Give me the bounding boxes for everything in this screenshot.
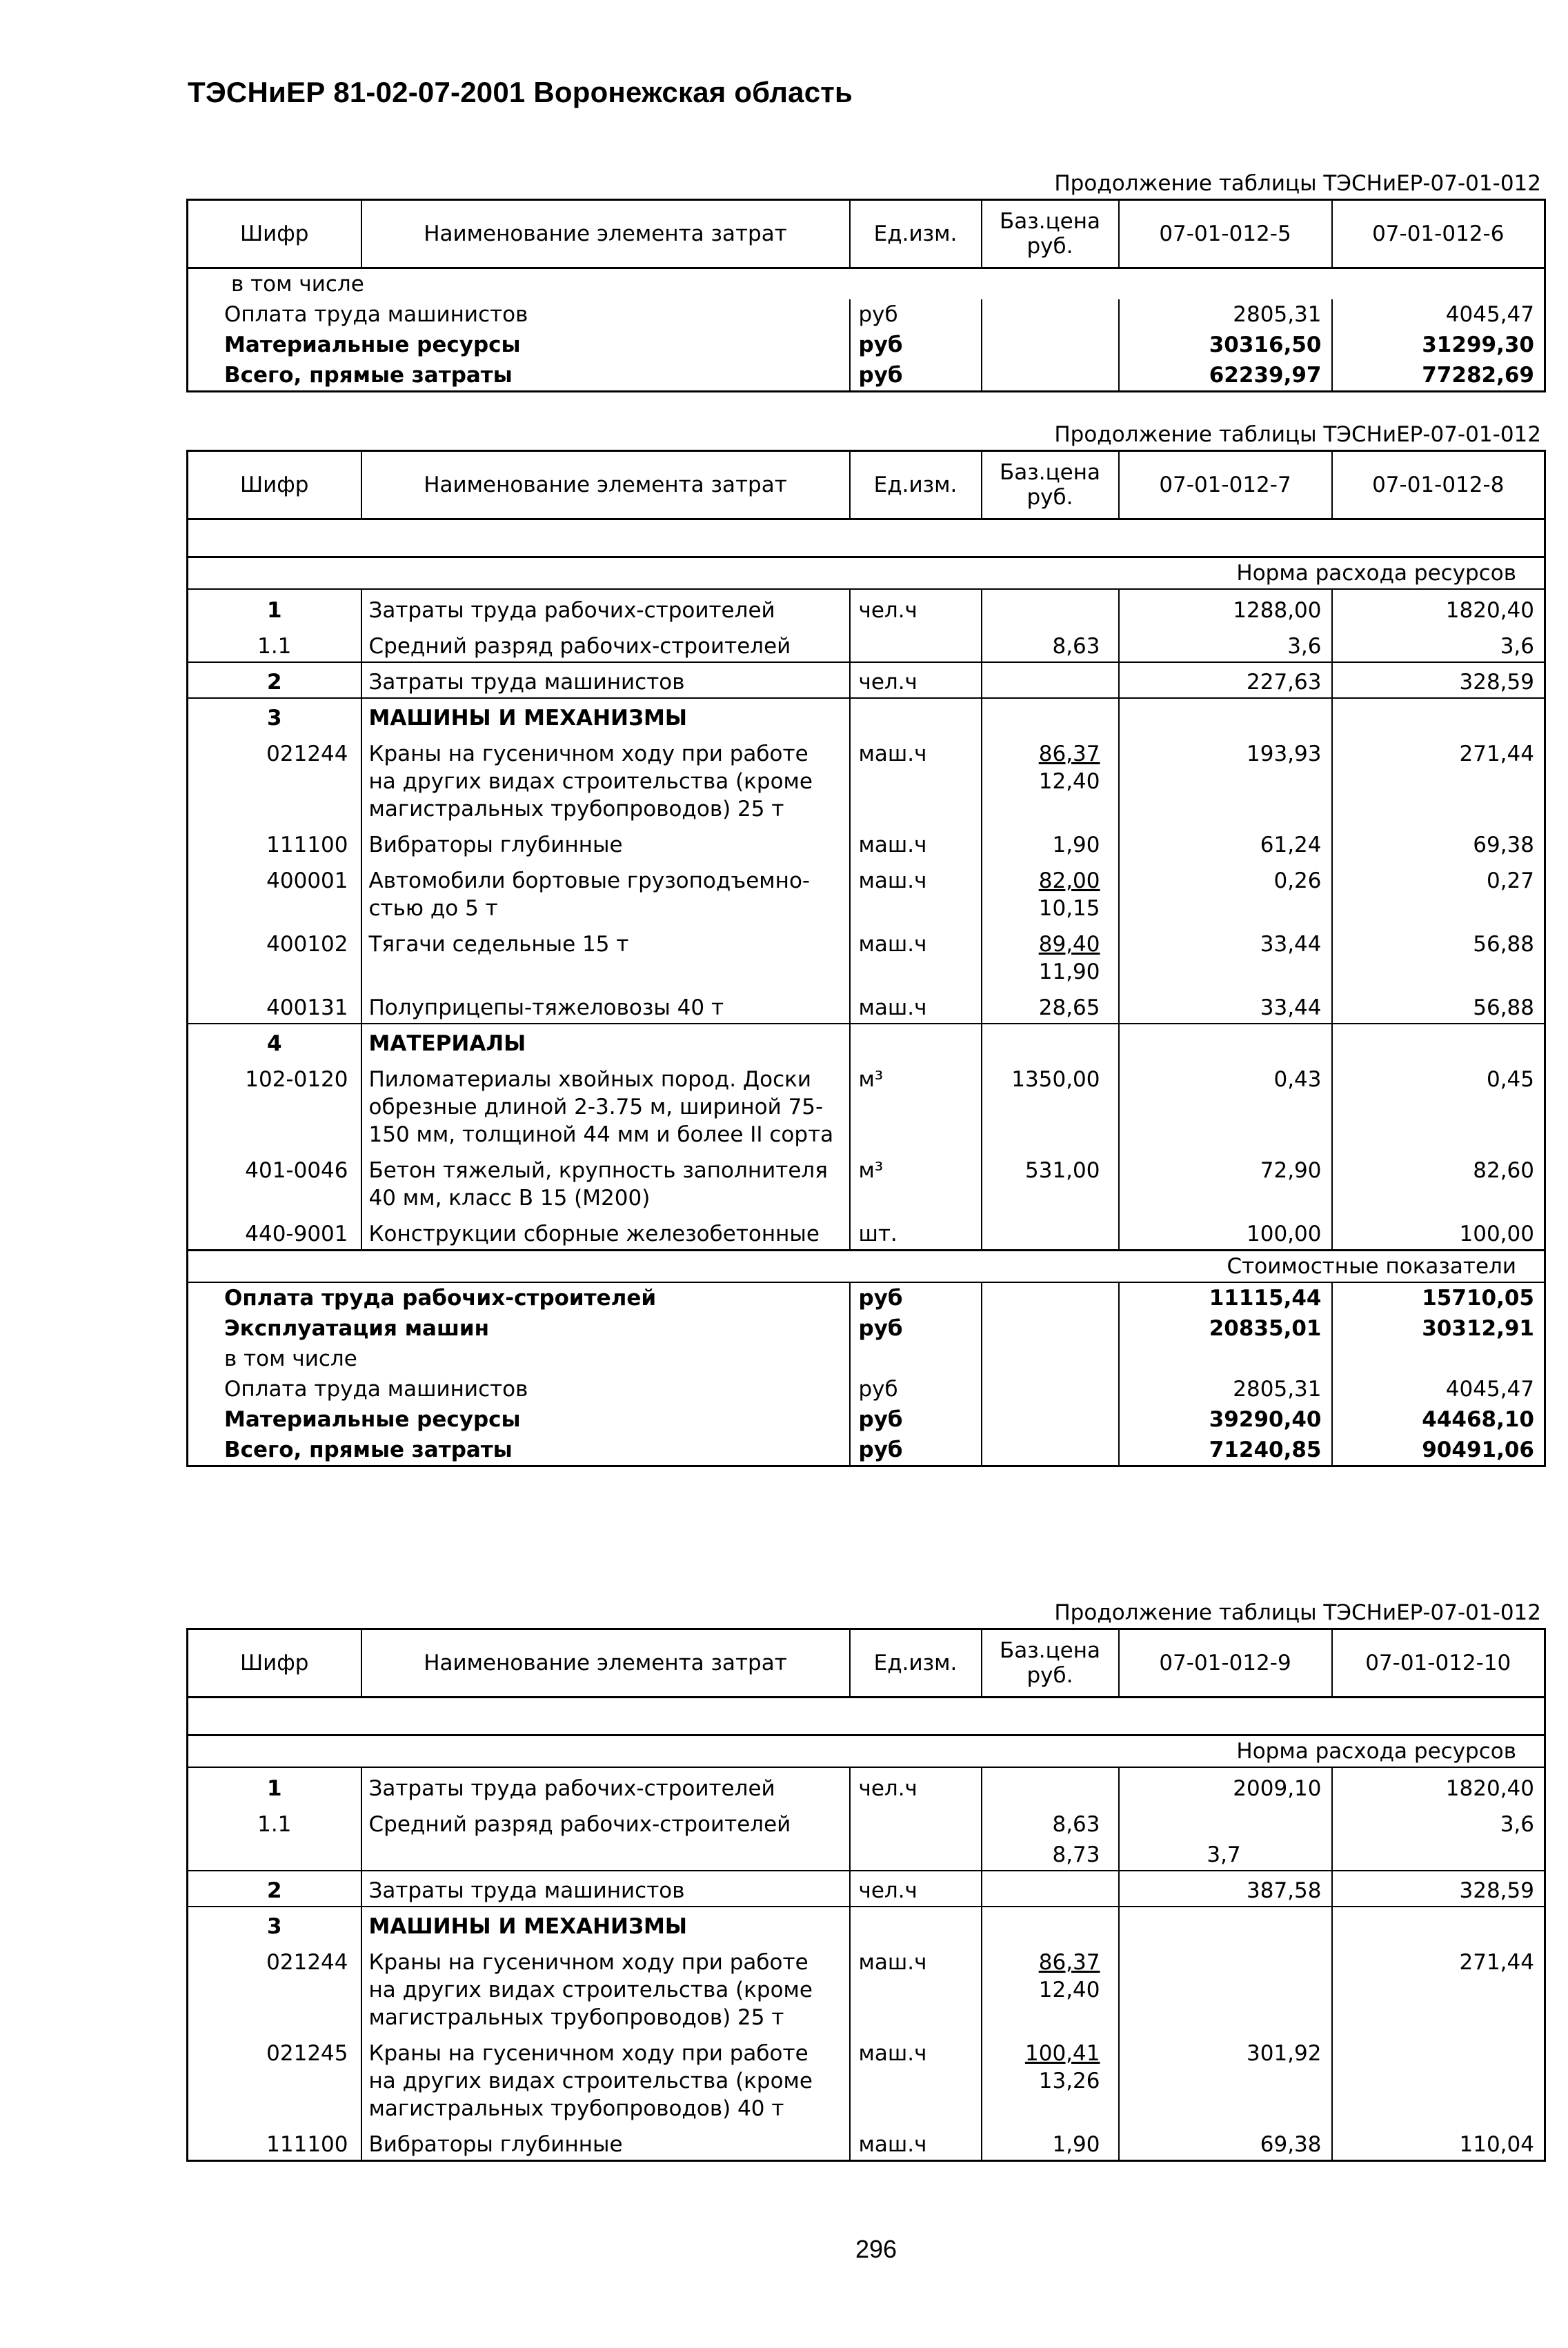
row-unit xyxy=(850,1840,982,1871)
header-name: Наименование элемента затрат xyxy=(361,200,850,268)
row-value-b: 100,00 xyxy=(1332,1213,1545,1251)
row-code: 401-0046 xyxy=(188,1150,361,1213)
row-unit: руб xyxy=(850,1435,982,1466)
row-price xyxy=(982,299,1119,330)
row-name: Средний разряд рабочих-строителей xyxy=(361,1804,850,1840)
header-name: Наименование элемента затрат xyxy=(361,1629,850,1698)
table-row xyxy=(188,1404,1545,1435)
table-row xyxy=(188,1282,1545,1313)
row-price: 1,90 xyxy=(982,824,1119,860)
cost-section-label: Стоимостные показатели xyxy=(188,1251,1545,1283)
table-row xyxy=(188,1213,1545,1251)
row-value-a: 33,44 xyxy=(1119,987,1332,1024)
table-row xyxy=(188,1374,1545,1404)
row-price: 28,65 xyxy=(982,987,1119,1024)
row-price xyxy=(982,1767,1119,1804)
row-code: 3 xyxy=(188,698,361,733)
header-col-b: 07-01-012-6 xyxy=(1332,200,1545,268)
row-price: 86,37 12,40 xyxy=(982,1942,1119,2033)
row-code: 1 xyxy=(188,1767,361,1804)
row-unit: чел.ч xyxy=(850,662,982,698)
row-unit: руб xyxy=(850,1374,982,1404)
table-row xyxy=(188,1767,1545,1804)
table-row xyxy=(188,1907,1545,1942)
row-name: Оплата труда машинистов xyxy=(188,1374,850,1404)
row-code: 021244 xyxy=(188,733,361,824)
row-value-a: 20835,01 xyxy=(1119,1313,1332,1344)
table-row xyxy=(188,1344,1545,1374)
row-unit: маш.ч xyxy=(850,2124,982,2161)
row-value-a: 39290,40 xyxy=(1119,1404,1332,1435)
row-name: Затраты труда рабочих-строителей xyxy=(361,1767,850,1804)
row-unit: руб xyxy=(850,1313,982,1344)
table-row xyxy=(188,2033,1545,2124)
row-unit: руб xyxy=(850,1282,982,1313)
row-code: 1.1 xyxy=(188,1804,361,1840)
row-value-a: 72,90 xyxy=(1119,1150,1332,1213)
table-row xyxy=(188,733,1545,824)
row-name: Всего, прямые затраты xyxy=(188,1435,850,1466)
table-row xyxy=(188,860,1545,924)
header-col-b: 07-01-012-10 xyxy=(1332,1629,1545,1698)
row-unit: чел.ч xyxy=(850,1871,982,1907)
row-value-b xyxy=(1332,1840,1545,1871)
row-price xyxy=(982,1213,1119,1251)
row-name: Затраты труда рабочих-строителей xyxy=(361,589,850,626)
row-value-a: 61,24 xyxy=(1119,824,1332,860)
table-row xyxy=(188,824,1545,860)
row-value-b: 77282,69 xyxy=(1332,360,1545,392)
row-price xyxy=(982,360,1119,392)
incl-label: в том числе xyxy=(188,1344,850,1374)
row-price xyxy=(982,330,1119,360)
row-value-b: 0,27 xyxy=(1332,860,1545,924)
row-code: 400001 xyxy=(188,860,361,924)
row-code: 400102 xyxy=(188,924,361,987)
row-name: Краны на гусеничном ходу при работе на других видах строительства (кроме магистральных трубопроводов) 25 т xyxy=(361,733,850,824)
row-value-a: 2009,10 xyxy=(1119,1767,1332,1804)
header-col-a: 07-01-012-5 xyxy=(1119,200,1332,268)
row-unit: чел.ч xyxy=(850,589,982,626)
incl-label: в том числе xyxy=(188,268,1545,300)
row-name: Краны на гусеничном ходу при работе на других видах строительства (кроме магистральных трубопроводов) 40 т xyxy=(361,2033,850,2124)
row-value-a: 69,38 xyxy=(1119,2124,1332,2161)
norm-section-label: Норма расхода ресурсов xyxy=(188,1735,1545,1768)
table-row xyxy=(188,1840,1545,1871)
row-value-b: 328,59 xyxy=(1332,1871,1545,1907)
row-value-b: 4045,47 xyxy=(1332,1374,1545,1404)
row-value-b: 0,45 xyxy=(1332,1059,1545,1150)
table-block-1 xyxy=(186,168,1544,392)
norm-section-label: Норма расхода ресурсов xyxy=(188,557,1545,590)
row-code: 111100 xyxy=(188,824,361,860)
row-name: Материальные ресурсы xyxy=(188,330,850,360)
row-value-b: 3,6 xyxy=(1332,626,1545,662)
row-name: Краны на гусеничном ходу при работе на других видах строительства (кроме магистральных трубопроводов) 25 т xyxy=(361,1942,850,2033)
row-value-a xyxy=(1119,1942,1332,2033)
row-name: Тягачи седельные 15 т xyxy=(361,924,850,987)
row-value-b: 1820,40 xyxy=(1332,589,1545,626)
row-value-b: 44468,10 xyxy=(1332,1404,1545,1435)
table-row xyxy=(188,1059,1545,1150)
table-row xyxy=(188,1804,1545,1840)
resource-table-3 xyxy=(186,1628,1546,2162)
row-value-a: 301,92 xyxy=(1119,2033,1332,2124)
row-code: 440-9001 xyxy=(188,1213,361,1251)
page-title: ТЭСНиЕР 81-02-07-2001 Воронежская область xyxy=(188,76,853,108)
row-name: МАШИНЫ И МЕХАНИЗМЫ xyxy=(361,698,850,733)
row-unit: чел.ч xyxy=(850,1767,982,1804)
row-value-b: 31299,30 xyxy=(1332,330,1545,360)
row-name: Вибраторы глубинные xyxy=(361,824,850,860)
header-name: Наименование элемента затрат xyxy=(361,451,850,519)
row-value-b: 56,88 xyxy=(1332,987,1545,1024)
row-price: 531,00 xyxy=(982,1150,1119,1213)
row-value-b: 4045,47 xyxy=(1332,299,1545,330)
header-col-a: 07-01-012-7 xyxy=(1119,451,1332,519)
row-value-b: 82,60 xyxy=(1332,1150,1545,1213)
table-row xyxy=(188,360,1545,392)
continuation-caption: Продолжение таблицы ТЭСНиЕР-07-01-012 xyxy=(1054,171,1541,196)
row-code: 2 xyxy=(188,1871,361,1907)
row-name: Затраты труда машинистов xyxy=(361,662,850,698)
row-name: Бетон тяжелый, крупность заполнителя 40 мм, класс В 15 (М200) xyxy=(361,1150,850,1213)
row-code: 021244 xyxy=(188,1942,361,2033)
row-unit: маш.ч xyxy=(850,924,982,987)
table-row xyxy=(188,268,1545,300)
row-name: МАТЕРИАЛЫ xyxy=(361,1024,850,1059)
row-unit: маш.ч xyxy=(850,2033,982,2124)
row-unit: руб xyxy=(850,299,982,330)
row-name: Оплата труда рабочих-строителей xyxy=(188,1282,850,1313)
continuation-caption: Продолжение таблицы ТЭСНиЕР-07-01-012 xyxy=(1054,422,1541,447)
row-price xyxy=(982,1282,1119,1313)
header-code: Шифр xyxy=(188,451,361,519)
row-unit: руб xyxy=(850,360,982,392)
row-value-a: 3,6 xyxy=(1119,626,1332,662)
row-code: 3 xyxy=(188,1907,361,1942)
row-code: 4 xyxy=(188,1024,361,1059)
table-row xyxy=(188,299,1545,330)
row-value-a: 33,44 xyxy=(1119,924,1332,987)
table-block-3 xyxy=(186,1598,1544,2162)
section-row xyxy=(188,1735,1545,1768)
row-unit: руб xyxy=(850,330,982,360)
row-code: 2 xyxy=(188,662,361,698)
header-unit: Ед.изм. xyxy=(850,1629,982,1698)
row-price xyxy=(982,1871,1119,1907)
row-price xyxy=(982,1313,1119,1344)
header-col-b: 07-01-012-8 xyxy=(1332,451,1545,519)
row-value-a: 62239,97 xyxy=(1119,360,1332,392)
row-unit: маш.ч xyxy=(850,860,982,924)
row-price: 8,63 xyxy=(982,626,1119,662)
header-unit: Ед.изм. xyxy=(850,451,982,519)
row-name: Вибраторы глубинные xyxy=(361,2124,850,2161)
continuation-caption: Продолжение таблицы ТЭСНиЕР-07-01-012 xyxy=(1054,1600,1541,1625)
row-value-b: 328,59 xyxy=(1332,662,1545,698)
row-value-a: 2805,31 xyxy=(1119,299,1332,330)
row-value-a: 2805,31 xyxy=(1119,1374,1332,1404)
row-value-b: 15710,05 xyxy=(1332,1282,1545,1313)
table-row xyxy=(188,698,1545,733)
row-price: 8,63 xyxy=(982,1804,1119,1840)
row-code: 021245 xyxy=(188,2033,361,2124)
row-value-b: 69,38 xyxy=(1332,824,1545,860)
row-name: Средний разряд рабочих-строителей xyxy=(361,626,850,662)
row-name: Затраты труда машинистов xyxy=(361,1871,850,1907)
header-base-price: Баз.цена руб. xyxy=(982,451,1119,519)
resource-table-1 xyxy=(186,199,1546,392)
row-value-b: 1820,40 xyxy=(1332,1767,1545,1804)
row-value-a: 0,43 xyxy=(1119,1059,1332,1150)
header-row xyxy=(188,451,1545,519)
header-code: Шифр xyxy=(188,200,361,268)
header-col-a: 07-01-012-9 xyxy=(1119,1629,1332,1698)
table-row xyxy=(188,2124,1545,2161)
spacer-row xyxy=(188,1698,1545,1735)
row-name: Эксплуатация машин xyxy=(188,1313,850,1344)
row-code: 102-0120 xyxy=(188,1059,361,1150)
row-price: 86,37 12,40 xyxy=(982,733,1119,824)
row-code: 1 xyxy=(188,589,361,626)
row-code: 400131 xyxy=(188,987,361,1024)
table-block-2 xyxy=(186,419,1544,1467)
table-row xyxy=(188,589,1545,626)
row-code xyxy=(188,1840,361,1871)
row-value-a: 100,00 xyxy=(1119,1213,1332,1251)
resource-table-2 xyxy=(186,450,1546,1467)
row-price xyxy=(982,1435,1119,1466)
row-code: 111100 xyxy=(188,2124,361,2161)
header-base-price: Баз.цена руб. xyxy=(982,1629,1119,1698)
row-unit xyxy=(850,626,982,662)
row-price: 1350,00 xyxy=(982,1059,1119,1150)
spacer-row xyxy=(188,519,1545,557)
row-unit: м³ xyxy=(850,1150,982,1213)
row-name xyxy=(361,1840,850,1871)
table-row xyxy=(188,987,1545,1024)
row-name: Пиломатериалы хвойных пород. Доски обрезные длиной 2-3.75 м, шириной 75-150 мм, толщиной 44 мм и более II сорта xyxy=(361,1059,850,1150)
table-row xyxy=(188,1024,1545,1059)
header-row xyxy=(188,200,1545,268)
row-value-b: 30312,91 xyxy=(1332,1313,1545,1344)
row-value-b: 90491,06 xyxy=(1332,1435,1545,1466)
row-name: Оплата труда машинистов xyxy=(188,299,850,330)
row-value-a: 71240,85 xyxy=(1119,1435,1332,1466)
row-name: Всего, прямые затраты xyxy=(188,360,850,392)
row-unit xyxy=(850,1804,982,1840)
table-row xyxy=(188,1150,1545,1213)
row-value-a: 11115,44 xyxy=(1119,1282,1332,1313)
row-unit: маш.ч xyxy=(850,987,982,1024)
row-price xyxy=(982,589,1119,626)
row-name: Конструкции сборные железобетонные xyxy=(361,1213,850,1251)
table-row xyxy=(188,1942,1545,2033)
row-value-b: 271,44 xyxy=(1332,733,1545,824)
table-row xyxy=(188,662,1545,698)
row-price: 1,90 xyxy=(982,2124,1119,2161)
row-value-b: 271,44 xyxy=(1332,1942,1545,2033)
row-price xyxy=(982,1404,1119,1435)
section-row xyxy=(188,557,1545,590)
header-unit: Ед.изм. xyxy=(850,200,982,268)
row-code: 1.1 xyxy=(188,626,361,662)
row-name: Автомобили бортовые грузоподъемно-стью до 5 т xyxy=(361,860,850,924)
table-row xyxy=(188,1871,1545,1907)
row-unit: маш.ч xyxy=(850,824,982,860)
row-value-a: 387,58 xyxy=(1119,1871,1332,1907)
row-unit: м³ xyxy=(850,1059,982,1150)
section-row xyxy=(188,1251,1545,1283)
row-value-a: 30316,50 xyxy=(1119,330,1332,360)
row-price: 8,73 xyxy=(982,1840,1119,1871)
row-name: МАШИНЫ И МЕХАНИЗМЫ xyxy=(361,1907,850,1942)
row-name: Полуприцепы-тяжеловозы 40 т xyxy=(361,987,850,1024)
header-row xyxy=(188,1629,1545,1698)
row-price xyxy=(982,1374,1119,1404)
row-price xyxy=(982,662,1119,698)
row-price: 89,40 11,90 xyxy=(982,924,1119,987)
row-value-b: 110,04 xyxy=(1332,2124,1545,2161)
row-value-a: 1288,00 xyxy=(1119,589,1332,626)
row-value-a: 0,26 xyxy=(1119,860,1332,924)
table-row xyxy=(188,330,1545,360)
table-row xyxy=(188,924,1545,987)
row-unit: шт. xyxy=(850,1213,982,1251)
row-value-b: 56,88 xyxy=(1332,924,1545,987)
table-row xyxy=(188,1313,1545,1344)
header-base-price: Баз.цена руб. xyxy=(982,200,1119,268)
row-unit: маш.ч xyxy=(850,733,982,824)
page-number: 296 xyxy=(855,2235,897,2263)
table-row xyxy=(188,626,1545,662)
row-unit: маш.ч xyxy=(850,1942,982,2033)
row-value-a xyxy=(1119,1804,1332,1840)
row-value-b: 3,6 xyxy=(1332,1804,1545,1840)
row-value-a: 193,93 xyxy=(1119,733,1332,824)
header-code: Шифр xyxy=(188,1629,361,1698)
table-row xyxy=(188,1435,1545,1466)
row-value-b xyxy=(1332,2033,1545,2124)
row-value-a: 3,7 xyxy=(1119,1840,1332,1871)
row-name: Материальные ресурсы xyxy=(188,1404,850,1435)
row-value-a: 227,63 xyxy=(1119,662,1332,698)
row-price: 82,00 10,15 xyxy=(982,860,1119,924)
row-unit: руб xyxy=(850,1404,982,1435)
row-price: 100,41 13,26 xyxy=(982,2033,1119,2124)
